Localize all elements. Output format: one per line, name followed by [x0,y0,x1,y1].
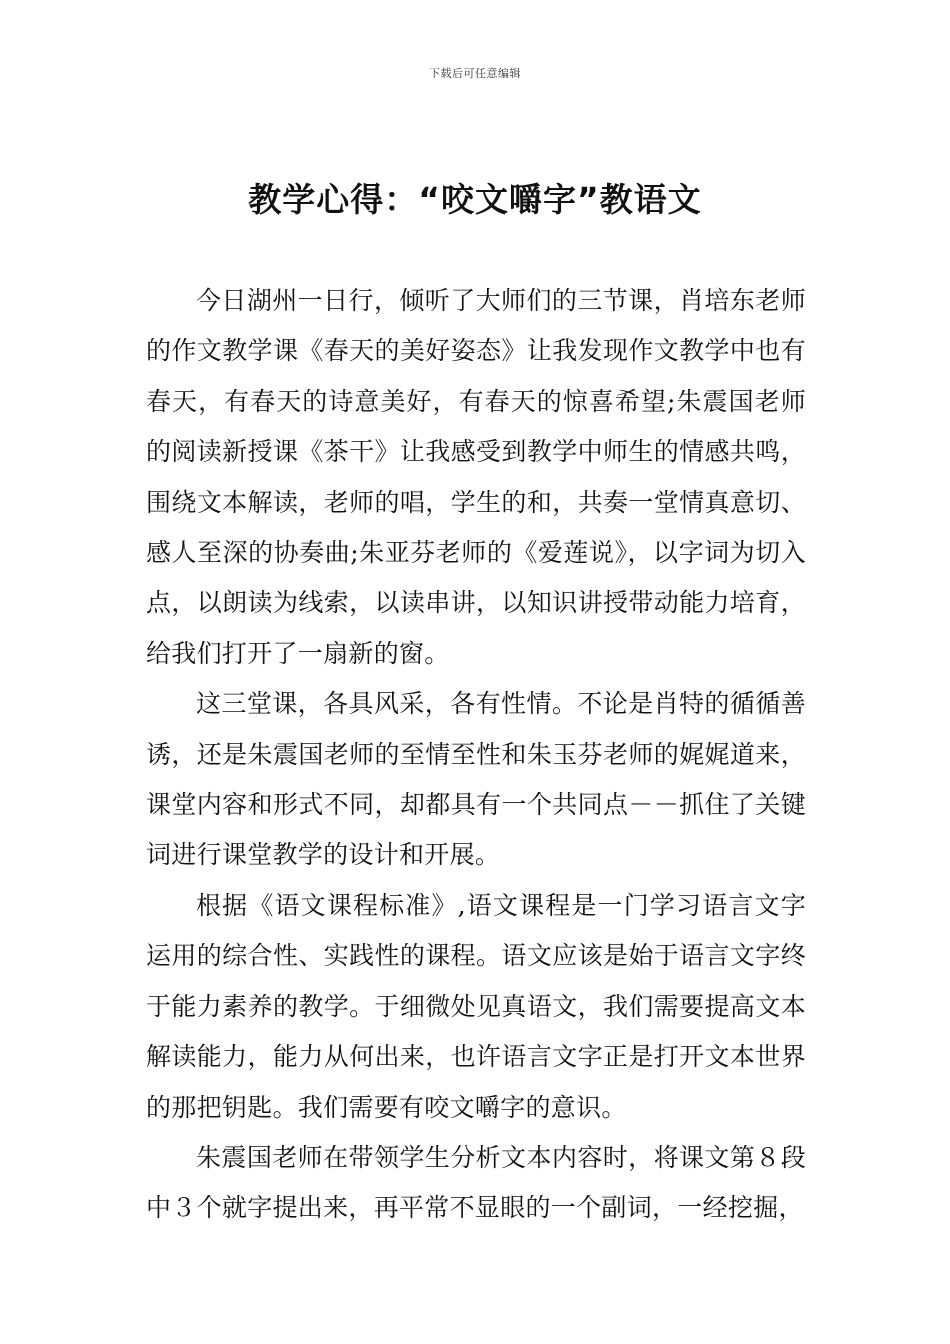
document-title: 教学心得：“咬文嚼字”教语文 [248,180,702,219]
document-body [146,276,806,1234]
paragraph-2: 这三堂课，各具风采，各有性情。不论是肖特的循循善诱，还是朱震国老师的至情至性和朱玉芬老师的娓娓道来，课堂内容和形式不同，却都具有一个共同点－－抓住了关键词进行课堂教学的设计和开展。 [146,689,806,870]
paragraph-3: 根据《语文课程标准》,语文课程是一门学习语言文字运用的综合性、实践性的课程。语文应该是始于语言文字终于能力素养的教学。于细微处见真语文，我们需要提高文本解读能力，能力从何出来，也许语言文字正是打开文本世界的那把钥匙。我们需要有咬文嚼字的意识。 [146,890,806,1122]
paragraph-4: 朱震国老师在带领学生分析文本内容时，将课文第８段中３个就字提出来，再平常不显眼的一个副词，一经挖掘， [146,1142,806,1223]
paragraph-1: 今日湖州一日行，倾听了大师们的三节课，肖培东老师的作文教学课《春天的美好姿态》让我发现作文教学中也有春天，有春天的诗意美好，有春天的惊喜希望;朱震国老师的阅读新授课《茶干》让我感受到教学中师生的情感共鸣，围绕文本解读，老师的唱，学生的和，共奏一堂情真意切、感人至深的协奏曲;朱亚芬老师的《爱莲说》，以字词为切入点，以朗读为线索，以读串讲，以知识讲授带动能力培育，给我们打开了一扇新的窗。 [146,286,806,668]
header-note: 下载后可任意编辑 [429,67,521,80]
